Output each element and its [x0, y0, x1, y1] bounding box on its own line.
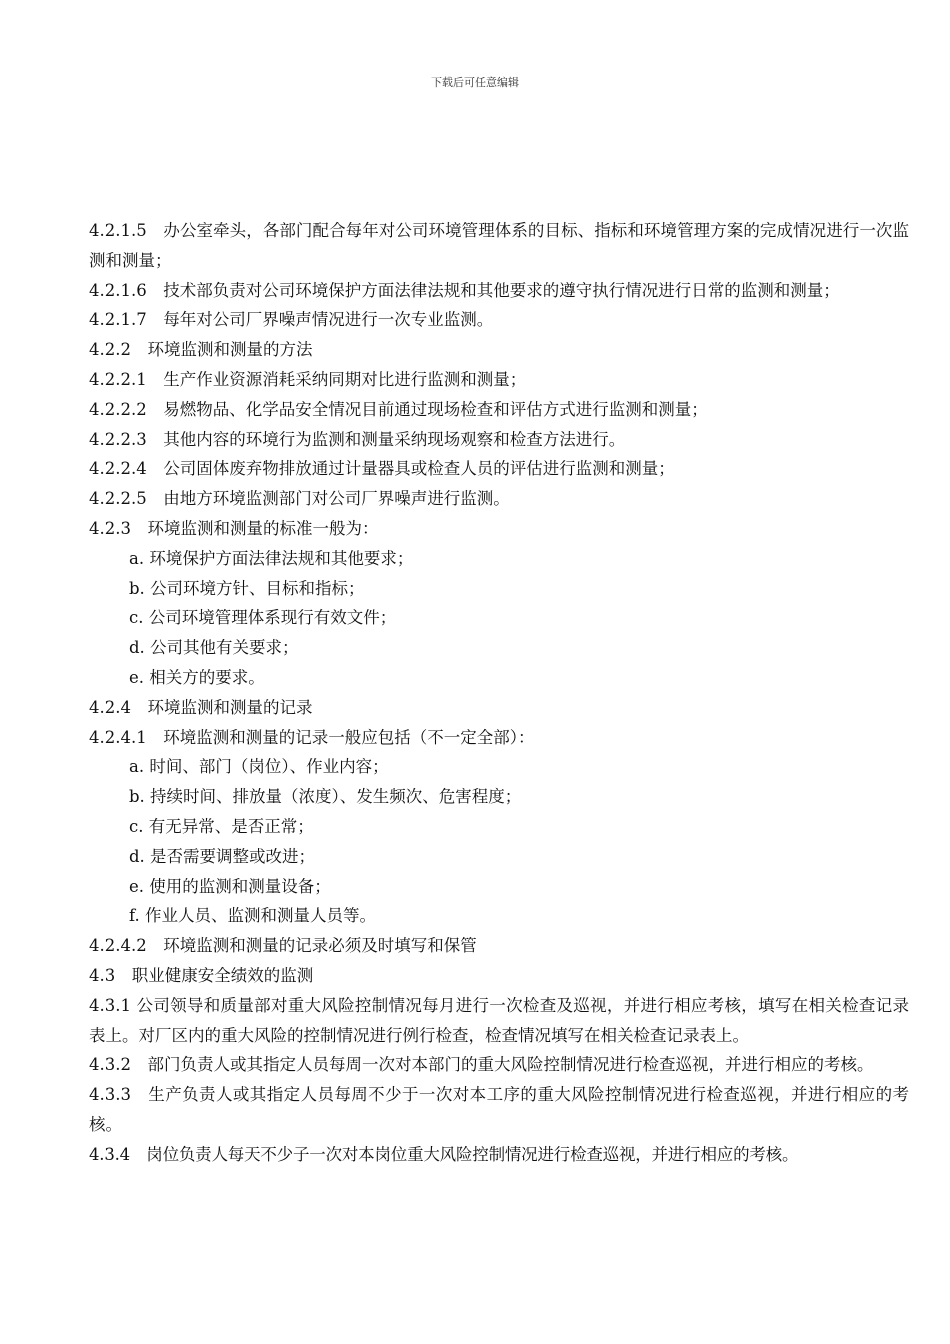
clause-4-2-2-3: 4.2.2.3 其他内容的环境行为监测和测量采纳现场观察和检查方法进行。: [89, 429, 626, 449]
clause-4-2-2-4: 4.2.2.4 公司固体废弃物排放通过计量器具或检查人员的评估进行监测和测量；: [89, 459, 675, 479]
clause-4-3-4: 4.3.4 岗位负责人每天不少子一次对本岗位重大风险控制情况进行检查巡视，并进行相应的考核。: [89, 1144, 799, 1164]
heading-4-2-2: 4.2.2 环境监测和测量的方法: [89, 340, 313, 360]
clause-4-3-2: 4.3.2 部门负责人或其指定人员每周一次对本部门的重大风险控制情况进行检查巡视，并进行相应的考核。: [89, 1055, 874, 1075]
heading-4-2-4: 4.2.4 环境监测和测量的记录: [89, 697, 313, 717]
list-item: e. 相关方的要求。: [129, 667, 265, 687]
clause-4-2-4-1: 4.2.4.1 环境监测和测量的记录一般应包括（不一定全部）：: [89, 727, 535, 747]
clause-4-2-2-2: 4.2.2.2 易燃物品、化学品安全情况目前通过现场检查和评估方式进行监测和测量；: [89, 399, 708, 419]
clause-4-2-2-5: 4.2.2.5 由地方环境监测部门对公司厂界噪声进行监测。: [89, 489, 510, 509]
clause-4-2-4-2: 4.2.4.2 环境监测和测量的记录必须及时填写和保管: [89, 936, 477, 956]
heading-4-2-3: 4.2.3 环境监测和测量的标准一般为：: [89, 518, 379, 538]
list-item: b. 持续时间、排放量（浓度）、发生频次、危害程度；: [129, 787, 522, 807]
list-item: a. 环境保护方面法律法规和其他要求；: [129, 548, 414, 568]
clause-4-2-2-1: 4.2.2.1 生产作业资源消耗采纳同期对比进行监测和测量；: [89, 369, 527, 389]
list-item: f. 作业人员、监测和测量人员等。: [129, 906, 377, 926]
clause-4-2-1-5: 4.2.1.5 办公室牵头，各部门配合每年对公司环境管理体系的目标、指标和环境管理方案的完成情况进行一次监测和测量；: [89, 221, 909, 270]
list-item: c. 公司环境管理体系现行有效文件；: [129, 608, 397, 628]
clause-4-3-3: 4.3.3 生产负责人或其指定人员每周不少于一次对本工序的重大风险控制情况进行检查巡视，并进行相应的考核。: [89, 1085, 909, 1134]
clause-4-2-1-7: 4.2.1.7 每年对公司厂界噪声情况进行一次专业监测。: [89, 310, 494, 330]
page-header: 下载后可任意编辑: [431, 76, 519, 89]
document-body: [89, 216, 909, 1170]
list-item: c. 有无异常、是否正常；: [129, 816, 314, 836]
clause-4-3-1: 4.3.1 公司领导和质量部对重大风险控制情况每月进行一次检查及巡视，并进行相应考核，填写在相关检查记录表上。对厂区内的重大风险的控制情况进行例行检查，检查情况填写在相关检查记录表上。: [89, 995, 909, 1045]
list-item: e. 使用的监测和测量设备；: [129, 876, 331, 896]
list-item: d. 公司其他有关要求；: [129, 638, 299, 658]
clause-4-2-1-6: 4.2.1.6 技术部负责对公司环境保护方面法律法规和其他要求的遵守执行情况进行日常的监测和测量；: [89, 280, 840, 300]
heading-4-3: 4.3 职业健康安全绩效的监测: [89, 965, 314, 985]
list-item: b. 公司环境方针、目标和指标；: [129, 578, 365, 598]
list-item: a. 时间、部门（岗位）、作业内容；: [129, 757, 389, 777]
list-item: d. 是否需要调整或改进；: [129, 846, 316, 866]
